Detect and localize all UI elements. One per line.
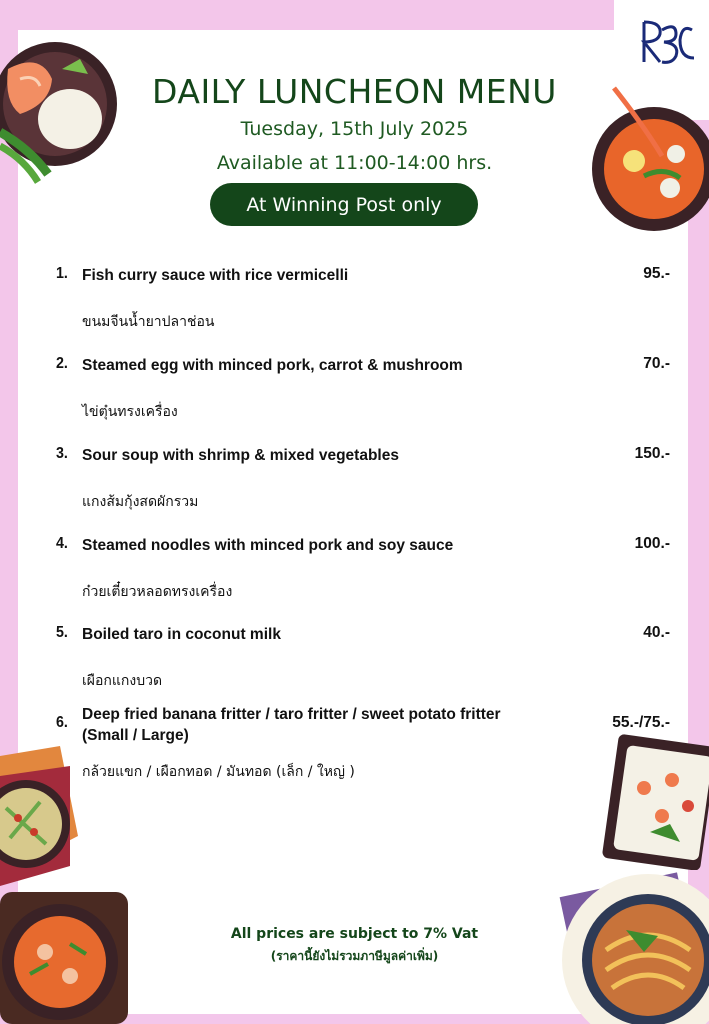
item-price: 150.- [634, 445, 670, 462]
papaya-salad-icon [0, 746, 78, 886]
vat-note-thai: (ราคานี้ยังไม่รวมภาษีมูลค่าเพิ่ม) [270, 949, 439, 963]
location-badge: At Winning Post only [210, 183, 478, 226]
item-name: Sour soup with shrimp & mixed vegetables [82, 447, 399, 464]
item-price: 40.- [643, 624, 670, 641]
item-thai-name: ก๋วยเตี๋ยวหลอดทรงเครื่อง [82, 584, 233, 600]
vat-note: All prices are subject to 7% Vat [230, 926, 479, 942]
item-name: Fish curry sauce with rice vermicelli [82, 267, 349, 284]
item-name-line2: (Small / Large) [82, 727, 189, 744]
menu-title: DAILY LUNCHEON MENU [152, 72, 557, 111]
item-number: 5. [56, 624, 68, 641]
item-name: Steamed egg with minced pork, carrot & mushroom [82, 357, 463, 374]
item-thai-name: กล้วยแขก / เผือกทอด / มันทอด (เล็ก / ใหญ่ ) [82, 764, 355, 780]
shrimp-rice-plate-icon [600, 732, 709, 870]
item-name: Steamed noodles with minced pork and soy sauce [82, 537, 454, 554]
item-name: Boiled taro in coconut milk [82, 626, 281, 643]
availability-hours: Available at 11:00-14:00 hrs. [216, 152, 493, 174]
item-number: 1. [56, 265, 68, 282]
item-price: 95.- [643, 265, 670, 282]
item-thai-name: ขนมจีนน้ำยาปลาช่อน [82, 314, 215, 330]
rbsc-logo [632, 12, 702, 72]
item-price: 55.-/75.- [612, 714, 670, 731]
item-thai-name: ไข่ตุ๋นทรงเครื่อง [82, 404, 178, 420]
item-thai-name: เผือกแกงบวด [82, 673, 163, 689]
item-thai-name: แกงส้มกุ้งสดผักรวม [82, 494, 199, 510]
item-name: Deep fried banana fritter / taro fritter / sweet potato fritter [82, 706, 501, 723]
item-number: 6. [56, 714, 68, 731]
menu-date: Tuesday, 15th July 2025 [240, 118, 469, 140]
item-number: 2. [56, 355, 68, 372]
item-price: 70.- [643, 355, 670, 372]
item-price: 100.- [634, 535, 670, 552]
item-number: 3. [56, 445, 68, 462]
item-number: 4. [56, 535, 68, 552]
